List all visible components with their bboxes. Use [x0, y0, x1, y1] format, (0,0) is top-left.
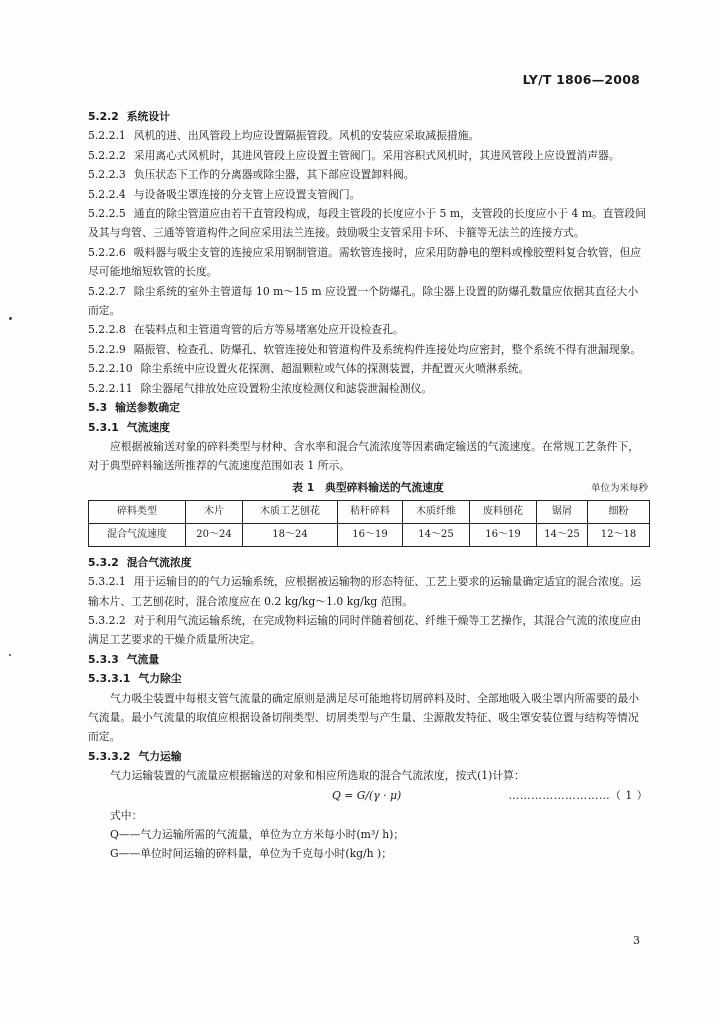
paragraph	[88, 185, 648, 204]
clause-number: 5.3.2.2	[88, 613, 126, 627]
table-cell: 14～25	[403, 523, 470, 546]
paragraph	[88, 825, 648, 844]
paragraph	[88, 107, 648, 126]
paragraph	[88, 126, 648, 145]
clause-number: 5.2.2.6	[88, 245, 126, 259]
paragraph	[88, 553, 648, 572]
clause-text: 隔振管、检查孔、防爆孔、软管连接处和管道构件及系统构件连接处均应密封，整个系统不得有泄漏现象。	[133, 342, 642, 356]
clause-text: 气力吸尘装置中每根支管气流量的确定原则是满足尽可能地将切屑碎料及时、全部地吸入吸尘罩内所需要的最小气流量。最小气流量的取值应根据设备切削类型、切屑类型与产生量、尘源散发特征、吸尘罩安装位置与结构等情况而定。	[88, 691, 640, 744]
clause-text: 气力运输装置的气流量应根据输送的对象和相应所选取的混合气流浓度，按式(1)计算：	[110, 769, 525, 783]
clause-text: 负压状态下工作的分离器或除尘器，其下部应设置卸料阀。	[133, 168, 415, 182]
table-cell: 14～25	[537, 523, 588, 546]
table-row	[89, 523, 650, 546]
clause-number: 5.2.2.3	[88, 168, 126, 182]
clause-text: 与设备吸尘罩连接的分支管上应设置支管阀门。	[133, 187, 361, 201]
clause-heading: 气力运输	[138, 749, 182, 763]
paragraph	[88, 165, 648, 184]
table-cell: 16～19	[338, 523, 403, 546]
section-symbol-definitions	[88, 806, 648, 864]
table-header-cell: 木质纤维	[403, 500, 470, 523]
clause-number: 5.3.2.1	[88, 575, 126, 589]
clause-number: 5.2.2.7	[88, 284, 126, 298]
clause-heading: 气流量	[126, 652, 160, 666]
page-number: 3	[633, 934, 640, 947]
clause-text: 采用离心式风机时，其进风管段上应设置主管阀门。采用容积式风机时，其进风管段上应设置消声器。	[133, 148, 620, 162]
clause-text: 对于利用气流运输系统，在完成物料运输的同时伴随着刨花、纤维干燥等工艺操作，其混合气流的浓度应由满足工艺要求的干燥介质量所决定。	[88, 613, 642, 647]
table-cell: 20～24	[186, 523, 243, 546]
clause-text: 应根据被输送对象的碎料类型与材种、含水率和混合气流浓度等因素确定输送的气流速度。在常规工艺条件下，对于典型碎料输送所推荐的气流速度范围如表 1 所示。	[88, 439, 640, 473]
table-caption-row	[88, 476, 648, 498]
table-header-cell: 木质工艺刨花	[243, 500, 338, 523]
table-header-cell: 锯屑	[537, 500, 588, 523]
scan-speck	[9, 317, 12, 320]
table-title: 表 1 典型碎料输送的气流速度	[292, 480, 444, 494]
paragraph	[88, 359, 648, 378]
table-header-row	[89, 500, 650, 523]
clause-text: Q——气力运输所需的气流量，单位为立方米每小时(m³/ h)；	[110, 828, 405, 841]
paragraph	[88, 572, 648, 611]
clause-text: 除尘系统中应设置火花探测、超温颗粒或气体的探测装置，并配置灭火喷淋系统。	[140, 362, 530, 376]
table-header-cell: 废料刨花	[470, 500, 537, 523]
formula-row	[88, 786, 648, 806]
clause-text: 式中：	[110, 808, 143, 822]
clause-number: 5.2.2.4	[88, 187, 126, 201]
table-header-cell: 秸秆碎料	[338, 500, 403, 523]
paragraph	[88, 282, 648, 321]
clause-heading: 输送参数确定	[115, 401, 180, 415]
clause-heading: 混合气流浓度	[126, 555, 192, 569]
clause-text: 除尘器尾气排放处应设置粉尘浓度检测仪和滤袋泄漏检测仪。	[140, 381, 433, 395]
clause-text: 除尘系统的室外主管道每 10 m～15 m 应设置一个防爆孔。除尘器上设置的防爆孔数量应依据其直径大小而定。	[88, 284, 639, 318]
clause-text: 吸料器与吸尘支管的连接应采用钢制管道。需软管连接时，应采用防静电的塑料或橡胶塑料复合软管，但应尽可能地缩短软管的长度。	[88, 245, 642, 279]
document-body	[88, 107, 648, 864]
paragraph	[88, 146, 648, 165]
paragraph	[88, 806, 648, 825]
clause-number: 5.2.2.5	[88, 207, 126, 221]
paragraph	[88, 320, 648, 339]
table-cell: 混合气流速度	[89, 523, 186, 546]
paragraph	[88, 650, 648, 669]
clause-number: 5.3.2	[88, 555, 119, 569]
clause-number: 5.3.3	[88, 652, 119, 666]
clause-text: 通直的除尘管道应由若干直管段构成，每段主管段的长度应小于 5 m，支管段的长度应小于 4 m。直管段间及其与弯管、三通等管道构件之间应采用法兰连接。鼓励吸尘支管采用卡环、卡箍等无法兰的连接方式。	[88, 207, 646, 240]
paragraph	[88, 437, 648, 476]
paragraph	[88, 204, 648, 243]
paragraph	[88, 766, 648, 785]
clause-text: 风机的进、出风管段上均应设置隔振管段。风机的安装应采取减振措施。	[133, 129, 480, 143]
paragraph	[88, 611, 648, 650]
scan-speck	[9, 654, 11, 656]
table-header-cell: 木片	[186, 500, 243, 523]
formula-number: ………………………（ 1 ）	[508, 788, 648, 802]
clause-number: 5.3.1	[88, 420, 119, 434]
clause-number: 5.2.2.8	[88, 323, 126, 337]
standard-number: LY/T 1806—2008	[522, 72, 640, 87]
paragraph	[88, 747, 648, 766]
paragraph	[88, 243, 648, 282]
section-transport-params	[88, 553, 648, 786]
table-unit: 单位为米每秒	[590, 482, 648, 494]
paragraph	[88, 379, 648, 398]
clause-number: 5.2.2.2	[88, 148, 126, 162]
clause-number: 5.2.2.11	[88, 381, 133, 395]
formula-expression: Q = G/(γ · μ)	[332, 788, 402, 802]
clause-number: 5.2.2	[88, 110, 119, 123]
clause-number: 5.2.2.1	[88, 129, 126, 143]
airflow-velocity-table	[88, 500, 650, 547]
paragraph	[88, 844, 648, 863]
clause-text: G——单位时间运输的碎料量，单位为千克每小时(kg/h )；	[110, 847, 393, 861]
clause-number: 5.3.3.2	[88, 749, 131, 763]
clause-heading: 系统设计	[126, 110, 170, 123]
paragraph	[88, 398, 648, 417]
paragraph	[88, 689, 648, 747]
clause-number: 5.3.3.1	[88, 672, 131, 686]
clause-number: 5.2.2.9	[88, 342, 126, 356]
section-system-design	[88, 107, 648, 476]
clause-number: 5.2.2.10	[88, 362, 133, 376]
paragraph	[88, 669, 648, 688]
table-header-cell: 碎料类型	[89, 500, 186, 523]
table-cell: 18～24	[243, 523, 338, 546]
paragraph	[88, 340, 648, 359]
table-cell: 12～18	[588, 523, 650, 546]
clause-text: 用于运输目的的气力运输系统，应根据被运输物的形态特征、工艺上要求的运输量确定适宜的混合浓度。运输木片、工艺刨花时，混合浓度应在 0.2 kg/kg～1.0 kg/kg 范围。	[88, 575, 642, 608]
clause-text: 在装料点和主管道弯管的后方等易堵塞处应开设检查孔。	[133, 323, 404, 337]
clause-heading: 气流速度	[126, 420, 170, 434]
table-header-cell: 细粉	[588, 500, 650, 523]
paragraph	[88, 418, 648, 437]
clause-number: 5.3	[88, 401, 108, 415]
table-cell: 16～19	[470, 523, 537, 546]
clause-heading: 气力除尘	[138, 672, 182, 686]
